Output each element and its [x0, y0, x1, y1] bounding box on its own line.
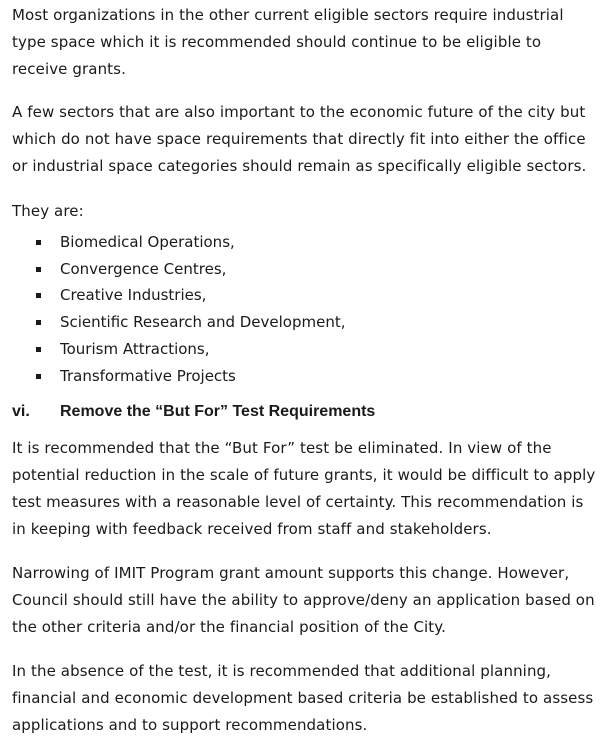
section-number: vi.	[12, 403, 30, 421]
paragraph-industrial-space	[12, 2, 597, 83]
text-line: receive grants.	[12, 60, 126, 78]
list-item-label: Biomedical Operations,	[60, 233, 235, 251]
square-bullet-icon	[36, 293, 41, 298]
text-line: In the absence of the test, it is recommended that additional planning,	[12, 662, 552, 681]
text-line: applications and to support recommendations.	[12, 716, 368, 735]
list-item	[12, 229, 597, 256]
text-line: It is recommended that the “But For” test be eliminated. In view of the	[12, 439, 552, 458]
text-line: Council should still have the ability to approve/deny an application based on	[12, 591, 595, 610]
text-line: or industrial space categories should remain as specifically eligible sectors.	[12, 157, 587, 175]
text-line: Most organizations in the other current eligible sectors require industrial	[12, 6, 564, 24]
paragraph-additional-criteria	[12, 658, 597, 739]
text-line: Narrowing of IMIT Program grant amount supports this change. However,	[12, 564, 570, 583]
square-bullet-icon	[36, 374, 41, 379]
paragraph-imit-program	[12, 560, 597, 641]
text-line: potential reduction in the scale of future grants, it would be difficult to apply	[12, 466, 596, 485]
list-item-label: Convergence Centres,	[60, 259, 227, 278]
text-line: the other criteria and/or the financial position of the City.	[12, 618, 446, 637]
text-line: A few sectors that are also important to the economic future of the city but	[12, 103, 586, 121]
square-bullet-icon	[36, 347, 41, 352]
list-item-label: Tourism Attractions,	[60, 339, 210, 358]
sector-list	[12, 229, 597, 389]
list-item	[12, 309, 597, 336]
list-item-label: Transformative Projects	[60, 366, 236, 385]
text-line: test measures with a reasonable level of certainty. This recommendation is	[12, 493, 584, 512]
text-line: which do not have space requirements that directly fit into either the office	[12, 130, 586, 148]
text-line: They are:	[12, 202, 84, 220]
list-item	[12, 363, 597, 390]
paragraph-they-are	[12, 198, 597, 225]
square-bullet-icon	[36, 267, 41, 272]
section-title: Remove the “But For” Test Requirements	[60, 403, 376, 421]
paragraph-eligible-sectors	[12, 99, 597, 180]
square-bullet-icon	[36, 240, 41, 245]
list-item-label: Scientific Research and Development,	[60, 313, 346, 332]
text-line: type space which it is recommended should continue to be eligible to	[12, 33, 542, 51]
list-item	[12, 282, 597, 309]
text-line: in keeping with feedback received from staff and stakeholders.	[12, 520, 492, 539]
list-item	[12, 336, 597, 363]
document-page	[12, 2, 597, 739]
text-line: financial and economic development based criteria be established to assess	[12, 689, 594, 708]
list-item	[12, 256, 597, 283]
section-heading	[12, 399, 597, 425]
paragraph-but-for-test	[12, 435, 597, 543]
list-item-label: Creative Industries,	[60, 286, 207, 305]
square-bullet-icon	[36, 320, 41, 325]
